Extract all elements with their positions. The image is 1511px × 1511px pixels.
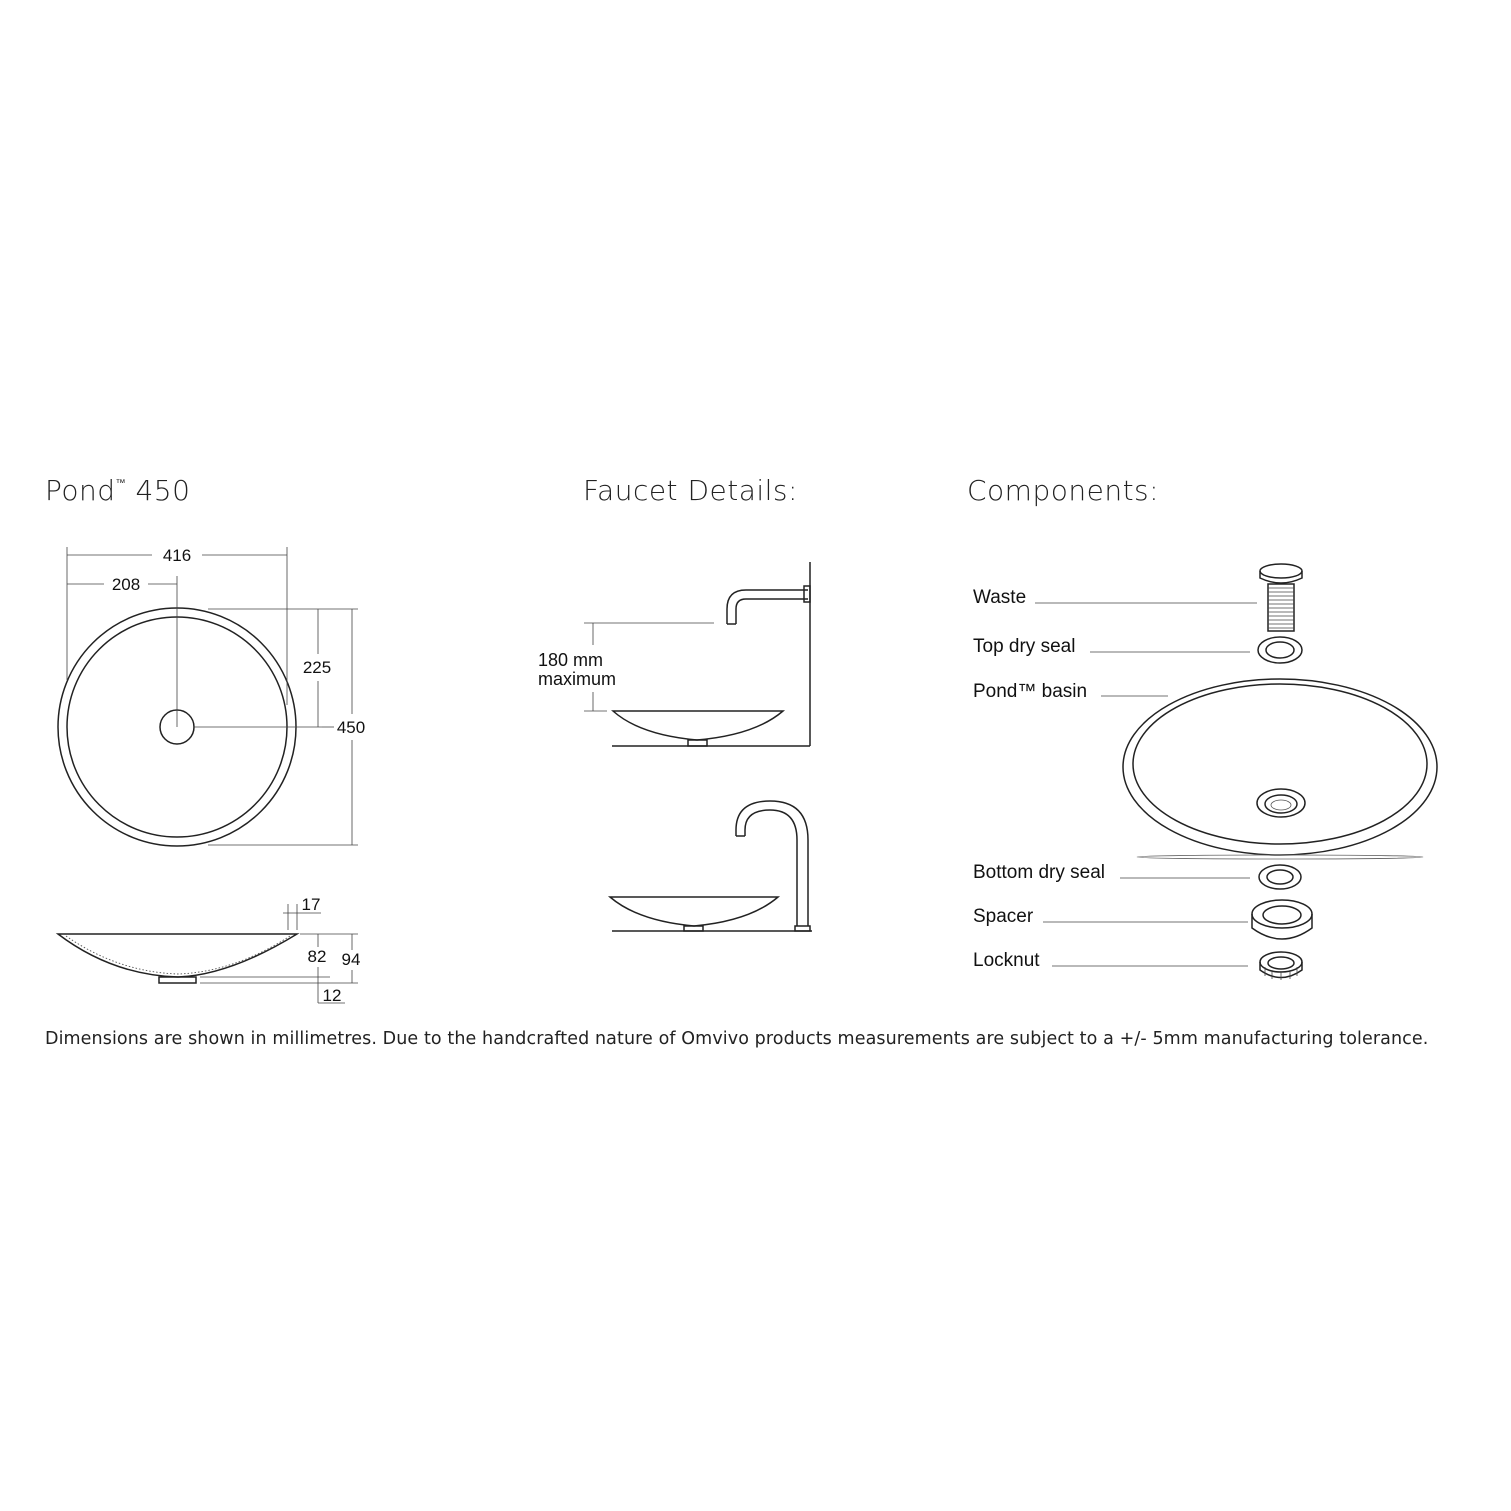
top-view-dimensions	[67, 546, 365, 845]
waste-outlet	[159, 977, 196, 983]
dim-base-12: 12	[322, 986, 342, 1005]
faucet-heading: Faucet Details:	[583, 474, 798, 507]
dim-height-450: 450	[336, 718, 366, 737]
dim-width-416: 416	[162, 546, 192, 565]
component-labels	[973, 587, 1257, 971]
waste-icon	[1260, 564, 1302, 631]
spacer-icon	[1252, 900, 1312, 939]
trademark-mark: ™	[115, 478, 127, 489]
faucet-gooseneck	[610, 801, 812, 931]
bottom-dry-seal-icon	[1259, 865, 1301, 889]
clearance-line2: maximum	[538, 669, 617, 689]
dim-rim-17: 17	[301, 895, 321, 914]
product-size: 450	[126, 474, 191, 507]
clearance-line1: 180 mm	[538, 650, 604, 670]
dimensions-footnote: Dimensions are shown in millimetres. Due to the handcrafted nature of Omvivo products measurements are subject to a +/- 5mm manufacturing tolerance.	[45, 1029, 1429, 1049]
product-name: Pond	[45, 474, 116, 507]
label-waste: Waste	[973, 587, 1027, 608]
dim-depth-94: 94	[341, 950, 361, 969]
basin-side-view	[58, 934, 297, 983]
label-locknut: Locknut	[973, 950, 1040, 971]
top-dry-seal-icon	[1258, 637, 1302, 663]
locknut-icon	[1260, 952, 1302, 980]
pond-basin-icon	[1123, 679, 1437, 859]
label-top-dry-seal: Top dry seal	[973, 636, 1076, 657]
faucet-wall-mounted	[538, 562, 810, 746]
dim-depth-82: 82	[307, 947, 327, 966]
dim-radius-208: 208	[111, 575, 141, 594]
side-view-dimensions	[200, 895, 360, 1005]
label-bottom-dry-seal: Bottom dry seal	[973, 862, 1105, 883]
dim-half-225: 225	[302, 658, 332, 677]
components-heading: Components:	[967, 474, 1160, 507]
label-pond-basin: Pond™ basin	[973, 681, 1088, 702]
label-spacer: Spacer	[973, 906, 1034, 927]
